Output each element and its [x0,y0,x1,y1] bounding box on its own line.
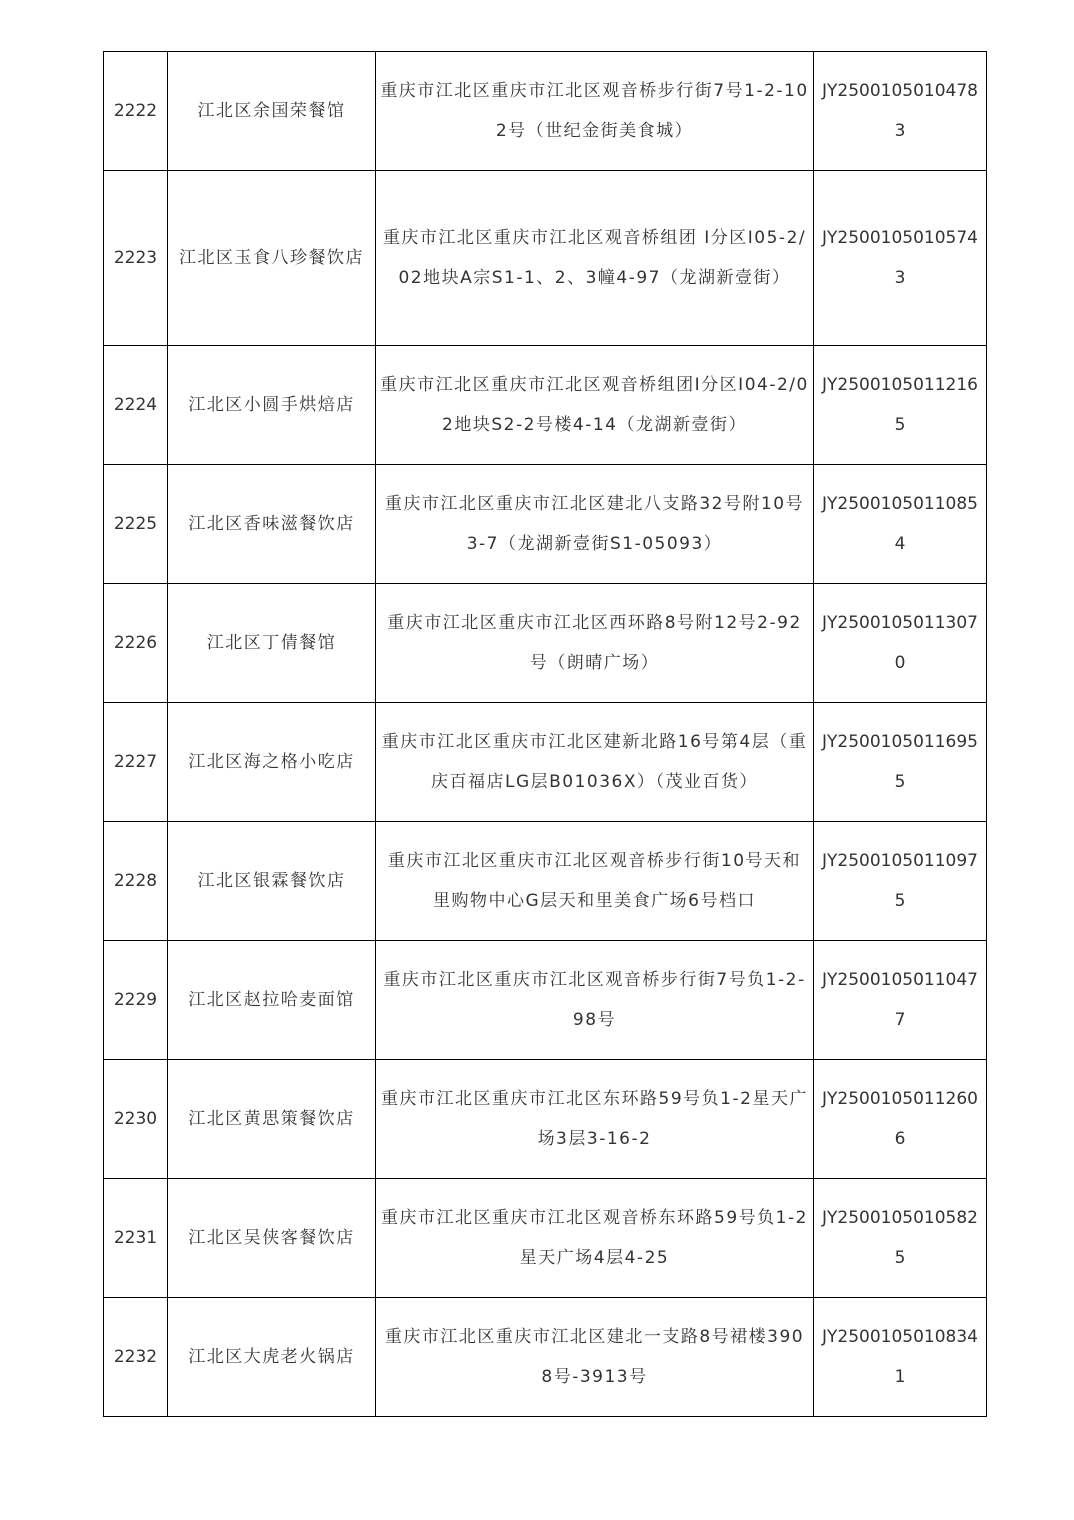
business-name: 江北区丁倩餐馆 [168,584,376,703]
business-address: 重庆市江北区重庆市江北区观音桥步行街7号负1-2-98号 [376,941,814,1060]
row-number: 2222 [104,52,168,171]
license-number: JY25001050110854 [814,465,987,584]
row-number: 2230 [104,1060,168,1179]
table-row [104,171,987,346]
row-number: 2225 [104,465,168,584]
row-number: 2232 [104,1298,168,1417]
business-address: 重庆市江北区重庆市江北区观音桥组团Ⅰ分区I04-2/02地块S2-2号楼4-14（龙湖新壹街） [376,346,814,465]
business-name: 江北区黄思策餐饮店 [168,1060,376,1179]
business-name: 江北区余国荣餐馆 [168,52,376,171]
license-number: JY25001050110975 [814,822,987,941]
row-number: 2223 [104,171,168,346]
license-number: JY25001050112165 [814,346,987,465]
row-number: 2227 [104,703,168,822]
license-number: JY25001050108341 [814,1298,987,1417]
table-row [104,465,987,584]
business-name: 江北区赵拉哈麦面馆 [168,941,376,1060]
business-address: 重庆市江北区重庆市江北区观音桥步行街10号天和里购物中心G层天和里美食广场6号档口 [376,822,814,941]
table-row [104,346,987,465]
business-name: 江北区海之格小吃店 [168,703,376,822]
business-address: 重庆市江北区重庆市江北区建新北路16号第4层（重庆百福店LG层B01036X）（茂业百货） [376,703,814,822]
table-row [104,52,987,171]
license-number: JY25001050104783 [814,52,987,171]
business-license-table [103,51,987,1417]
row-number: 2229 [104,941,168,1060]
row-number: 2228 [104,822,168,941]
license-number: JY25001050110477 [814,941,987,1060]
license-number: JY25001050105743 [814,171,987,346]
table-row [104,703,987,822]
row-number: 2231 [104,1179,168,1298]
business-address: 重庆市江北区重庆市江北区观音桥东环路59号负1-2星天广场4层4-25 [376,1179,814,1298]
business-name: 江北区大虎老火锅店 [168,1298,376,1417]
table-row [104,1060,987,1179]
business-name: 江北区香味滋餐饮店 [168,465,376,584]
business-address: 重庆市江北区重庆市江北区建北八支路32号附10号3-7（龙湖新壹街S1-05093） [376,465,814,584]
business-address: 重庆市江北区重庆市江北区东环路59号负1-2星天广场3层3-16-2 [376,1060,814,1179]
business-name: 江北区小圆手烘焙店 [168,346,376,465]
license-number: JY25001050112606 [814,1060,987,1179]
license-number: JY25001050116955 [814,703,987,822]
row-number: 2224 [104,346,168,465]
business-address: 重庆市江北区重庆市江北区观音桥组团 Ⅰ分区Ⅰ05-2/02地块A宗S1-1、2、3幢4-97（龙湖新壹街） [376,171,814,346]
business-name: 江北区吴侠客餐饮店 [168,1179,376,1298]
row-number: 2226 [104,584,168,703]
table-row [104,941,987,1060]
table-row [104,1298,987,1417]
license-number: JY25001050113070 [814,584,987,703]
business-address: 重庆市江北区重庆市江北区建北一支路8号裙楼3908号-3913号 [376,1298,814,1417]
table-row [104,584,987,703]
business-address: 重庆市江北区重庆市江北区西环路8号附12号2-92号（朗晴广场） [376,584,814,703]
business-name: 江北区银霖餐饮店 [168,822,376,941]
business-name: 江北区玉食八珍餐饮店 [168,171,376,346]
license-number: JY25001050105825 [814,1179,987,1298]
table-row [104,1179,987,1298]
business-address: 重庆市江北区重庆市江北区观音桥步行街7号1-2-102号（世纪金街美食城） [376,52,814,171]
table-row [104,822,987,941]
